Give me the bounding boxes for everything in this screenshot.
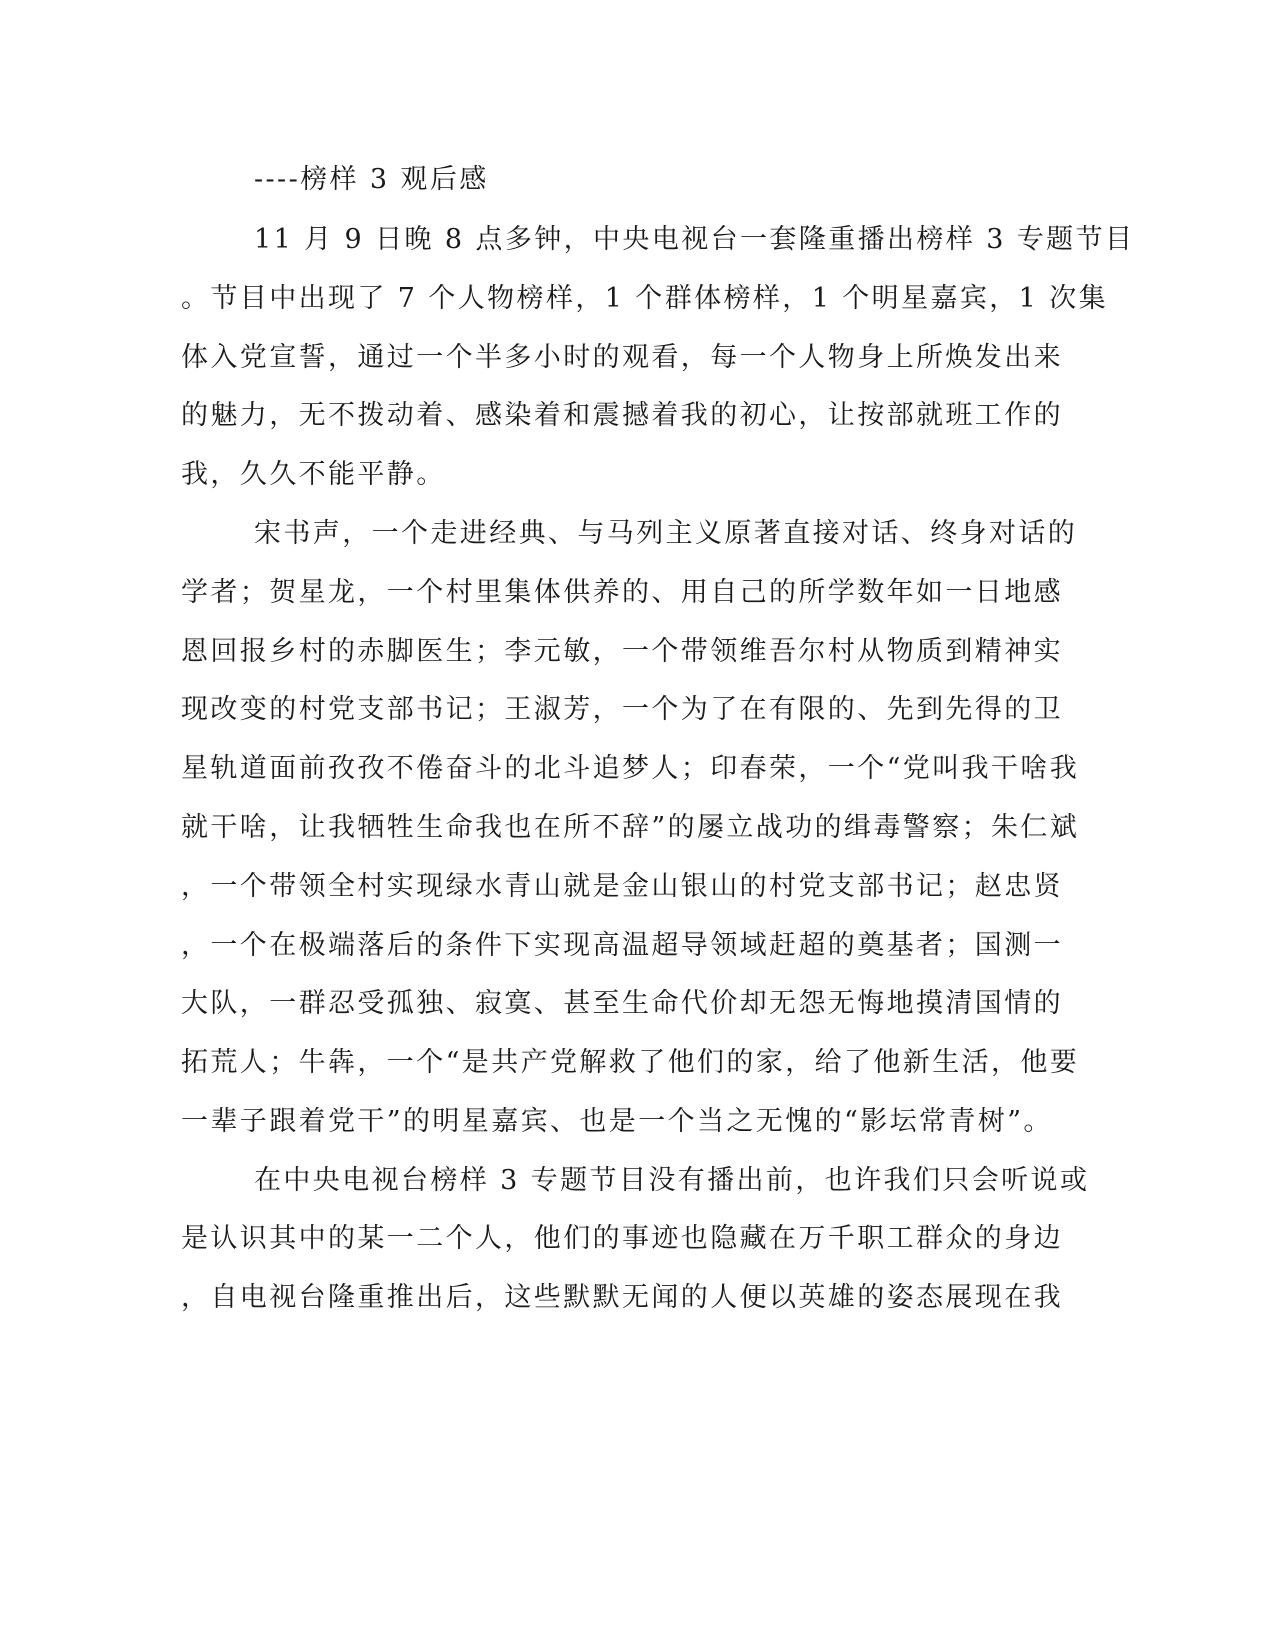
paragraph-1-line-3: 体入党宣誓，通过一个半多小时的观看，每一个人物身上所焕发出来 [181,342,1063,373]
paragraph-1-line-1: 11 月 9 日晚 8 点多钟，中央电视台一套隆重播出榜样 3 专题节目 [254,224,1135,255]
paragraph-2-line-5: 星轨道面前孜孜不倦奋斗的北斗追梦人；印春荣，一个“党叫我干啥我 [181,753,1080,784]
paragraph-3-line-3: ，自电视台隆重推出后，这些默默无闻的人便以英雄的姿态展现在我 [181,1282,1063,1313]
paragraph-1-line-5: 我，久久不能平静。 [181,459,446,490]
paragraph-2-line-9: 大队，一群忍受孤独、寂寞、甚至生命代价却无怨无悔地摸清国情的 [181,988,1063,1019]
paragraph-1-line-2: 。节目中出现了 7 个人物榜样，1 个群体榜样，1 个明星嘉宾，1 次集 [181,283,1109,314]
paragraph-3-line-1: 在中央电视台榜样 3 专题节目没有播出前，也许我们只会听说或 [254,1165,1090,1196]
paragraph-2-line-2: 学者；贺星龙，一个村里集体供养的、用自己的所学数年如一日地感 [181,577,1063,608]
paragraph-2-line-3: 恩回报乡村的赤脚医生；李元敏，一个带领维吾尔村从物质到精神实 [181,636,1063,667]
paragraph-1-line-4: 的魅力，无不拨动着、感染着和震撼着我的初心，让按部就班工作的 [181,400,1063,431]
paragraph-2-line-7: ，一个带领全村实现绿水青山就是金山银山的村党支部书记；赵忠贤 [181,871,1063,902]
paragraph-2-line-4: 现改变的村党支部书记；王淑芳，一个为了在有限的、先到先得的卫 [181,694,1063,725]
paragraph-2-line-11: 一辈子跟着党干”的明星嘉宾、也是一个当之无愧的“影坛常青树”。 [181,1106,1053,1137]
paragraph-2-line-6: 就干啥，让我牺牲生命我也在所不辞”的屡立战功的缉毒警察；朱仁斌 [181,812,1080,843]
paragraph-2-line-8: ，一个在极端落后的条件下实现高温超导领域赶超的奠基者；国测一 [181,930,1063,961]
subtitle: ----榜样 3 观后感 [254,164,489,195]
paragraph-3-line-2: 是认识其中的某一二个人，他们的事迹也隐藏在万千职工群众的身边 [181,1223,1063,1254]
paragraph-2-line-1: 宋书声，一个走进经典、与马列主义原著直接对话、终身对话的 [254,518,1078,549]
paragraph-2-line-10: 拓荒人；牛犇，一个“是共产党解救了他们的家，给了他新生活，他要 [181,1047,1080,1078]
